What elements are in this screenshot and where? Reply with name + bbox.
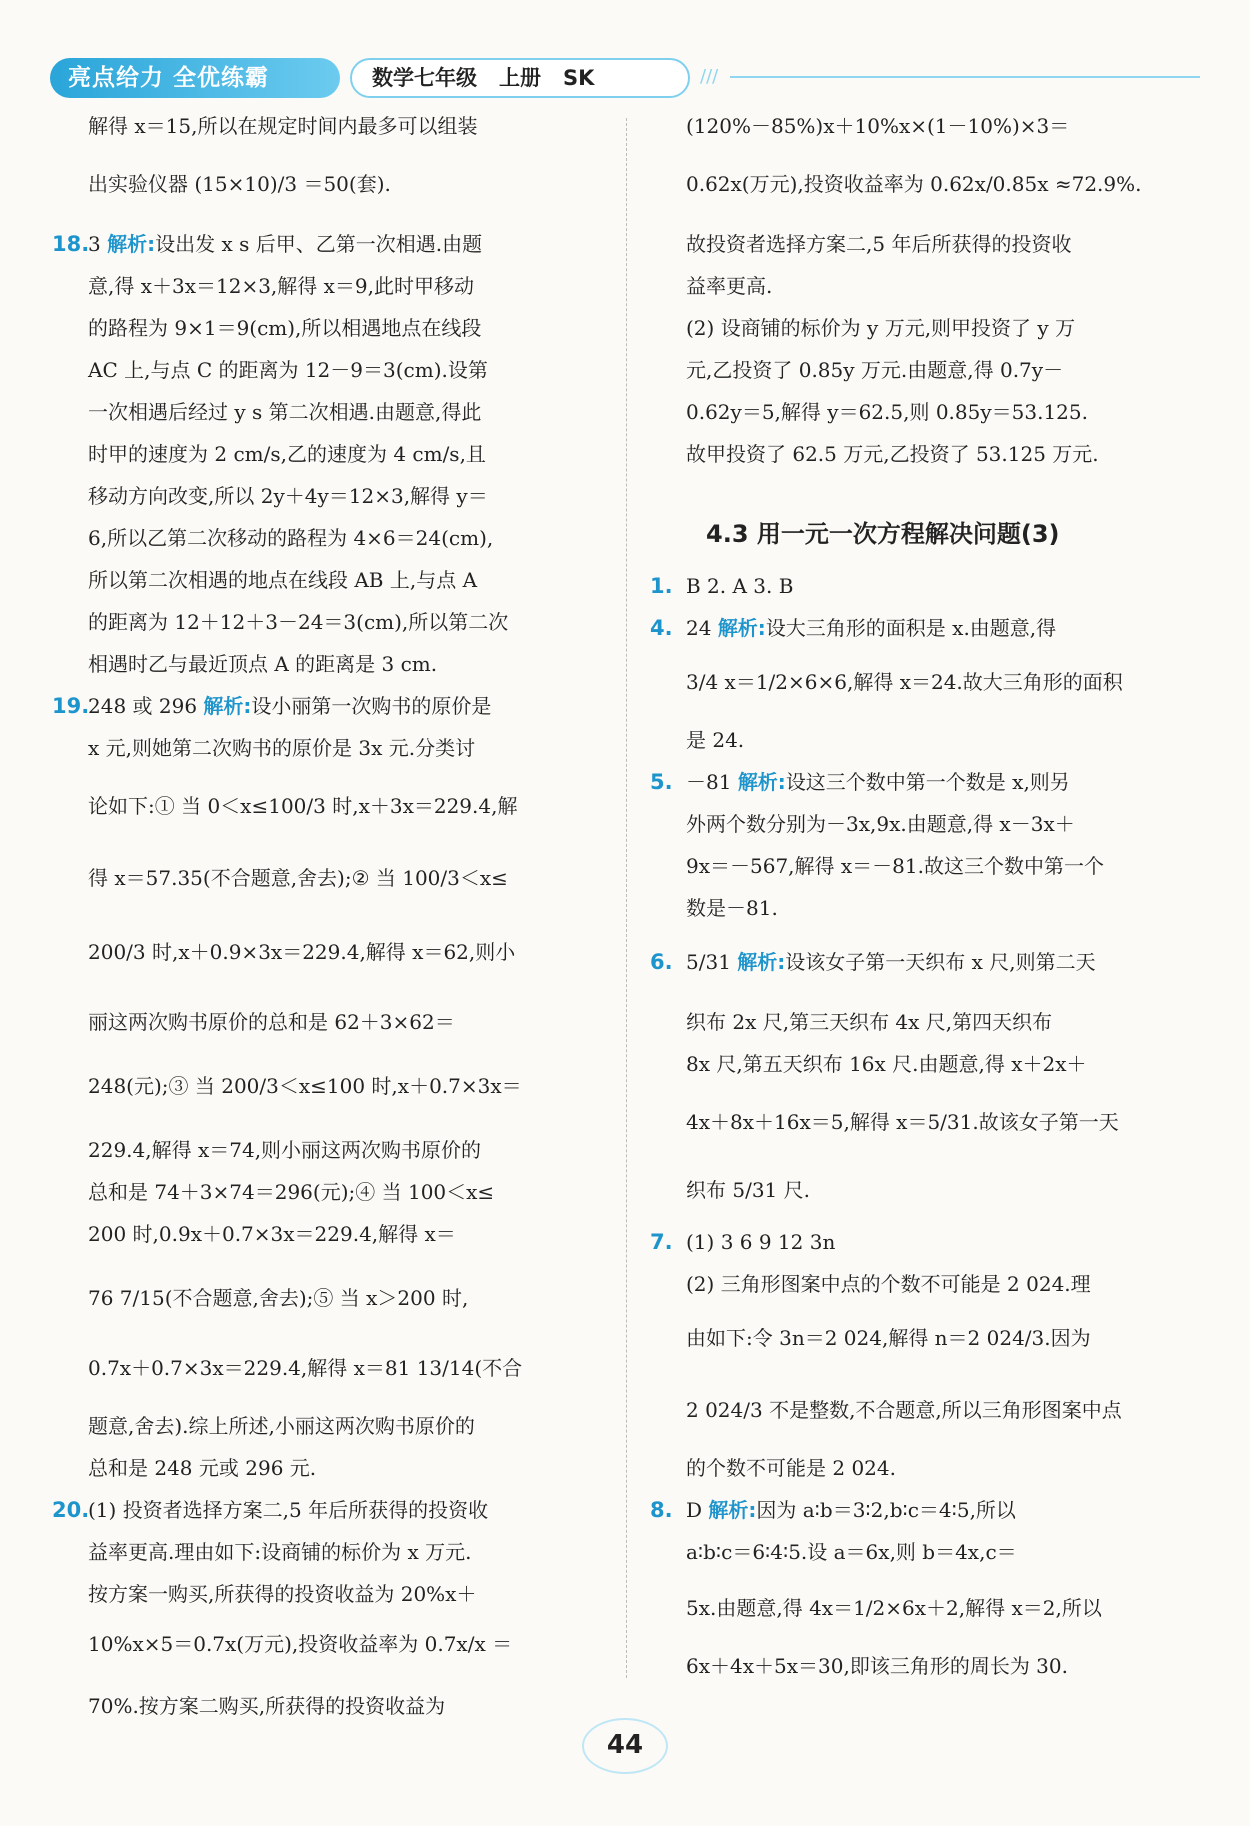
line-text: (1) 投资者选择方案二,5 年后所获得的投资收 <box>88 1498 489 1522</box>
line-text: (120%－85%)x＋10%x×(1－10%)×3＝ <box>686 114 1070 138</box>
line-text: B 2. A 3. B <box>686 574 794 598</box>
line-text: 丽这两次购书原价的总和是 62＋3×62＝ <box>88 1010 455 1034</box>
text-line <box>686 1396 1122 1424</box>
text-line <box>686 398 1088 426</box>
text-line <box>686 1176 810 1204</box>
line-text: 的距离为 12＋12＋3－24＝3(cm),所以第二次 <box>88 610 509 634</box>
question-number: 1. <box>650 574 673 598</box>
edition-label: SK <box>563 66 595 90</box>
text-line <box>88 356 488 384</box>
line-text: 5/31 解析:设该女子第一天织布 x 尺,则第二天 <box>686 950 1096 974</box>
text-line <box>650 948 1096 976</box>
line-text: 10%x×5＝0.7x(万元),投资收益率为 0.7x/x ＝ <box>88 1632 513 1656</box>
text-line <box>88 1454 316 1482</box>
analysis-label: 解析: <box>717 616 766 640</box>
text-line <box>88 1412 475 1440</box>
text-line <box>88 734 475 762</box>
line-text: 2 024/3 不是整数,不合题意,所以三角形图案中点 <box>686 1398 1122 1422</box>
text-line <box>88 1580 476 1608</box>
text-line <box>88 398 481 426</box>
line-text: 248 或 296 解析:设小丽第一次购书的原价是 <box>88 694 492 718</box>
text-line <box>88 1630 512 1658</box>
line-text: 出实验仪器 (15×10)/3 ＝50(套). <box>88 172 391 196</box>
question-number: 7. <box>650 1230 673 1254</box>
text-line <box>686 810 1075 838</box>
text-line <box>650 572 794 600</box>
line-text: 3 解析:设出发 x s 后甲、乙第一次相遇.由题 <box>88 232 483 256</box>
page-number: 44 <box>606 1730 644 1760</box>
text-line <box>686 1594 1102 1622</box>
line-text: 移动方向改变,所以 2y＋4y＝12×3,解得 y＝ <box>88 484 488 508</box>
text-line <box>686 1008 1052 1036</box>
line-text: 故甲投资了 62.5 万元,乙投资了 53.125 万元. <box>686 442 1099 466</box>
header-tick-decoration: /// <box>700 66 719 87</box>
text-line <box>650 1496 1016 1524</box>
line-text: 相遇时乙与最近顶点 A 的距离是 3 cm. <box>88 652 438 676</box>
line-text: 意,得 x＋3x＝12×3,解得 x＝9,此时甲移动 <box>88 274 475 298</box>
line-text: 200/3 时,x＋0.9×3x＝229.4,解得 x＝62,则小 <box>88 940 516 964</box>
question-number: 20. <box>52 1498 90 1522</box>
line-text: 8x 尺,第五天织布 16x 尺.由题意,得 x＋2x＋ <box>686 1052 1087 1076</box>
line-text: 0.62x(万元),投资收益率为 0.62x/0.85x ≈72.9%. <box>686 172 1142 196</box>
text-line <box>686 112 1069 140</box>
line-text: 益率更高.理由如下:设商铺的标价为 x 万元. <box>88 1540 472 1564</box>
text-line <box>88 1008 455 1036</box>
line-text: 外两个数分别为－3x,9x.由题意,得 x－3x＋ <box>686 812 1075 836</box>
text-line <box>88 170 391 198</box>
text-line <box>686 668 1123 696</box>
text-line <box>88 1220 456 1248</box>
text-line <box>88 1178 494 1206</box>
text-line <box>686 1050 1087 1078</box>
text-line <box>650 1228 836 1256</box>
text-line <box>88 1284 468 1312</box>
text-line <box>686 1324 1091 1352</box>
line-text: 76 7/15(不合题意,舍去);⑤ 当 x＞200 时, <box>88 1286 469 1310</box>
text-line <box>686 1538 1017 1566</box>
line-text: 的路程为 9×1＝9(cm),所以相遇地点在线段 <box>88 316 482 340</box>
text-line <box>88 314 481 342</box>
line-text: －81 解析:设这三个数中第一个数是 x,则另 <box>686 770 1070 794</box>
line-text: 5x.由题意,得 4x＝1/2×6x＋2,解得 x＝2,所以 <box>686 1596 1102 1620</box>
line-text: D 解析:因为 a∶b＝3∶2,b∶c＝4∶5,所以 <box>686 1498 1016 1522</box>
question-number: 18. <box>52 232 90 256</box>
line-text: 70%.按方案二购买,所获得的投资收益为 <box>88 1694 446 1718</box>
line-text: (2) 三角形图案中点的个数不可能是 2 024.理 <box>686 1272 1091 1296</box>
column-divider <box>626 118 627 1678</box>
line-text: 0.7x＋0.7×3x＝229.4,解得 x＝81 13/14(不合 <box>88 1356 523 1380</box>
text-line <box>686 230 1071 258</box>
line-text: AC 上,与点 C 的距离为 12－9＝3(cm).设第 <box>88 358 488 382</box>
text-line <box>686 1652 1068 1680</box>
text-line <box>686 272 772 300</box>
subject-label: 数学七年级 <box>372 66 477 90</box>
text-line <box>88 524 493 552</box>
text-line <box>52 1496 489 1524</box>
line-text: 解得 x＝15,所以在规定时间内最多可以组装 <box>88 114 478 138</box>
text-line <box>686 1454 896 1482</box>
line-text: 200 时,0.9x＋0.7×3x＝229.4,解得 x＝ <box>88 1222 456 1246</box>
line-text: 是 24. <box>686 728 745 752</box>
text-line <box>88 650 437 678</box>
analysis-label: 解析: <box>708 1498 757 1522</box>
line-text: 故投资者选择方案二,5 年后所获得的投资收 <box>686 232 1072 256</box>
question-number: 19. <box>52 694 90 718</box>
text-line <box>52 692 492 720</box>
line-text: 0.62y＝5,解得 y＝62.5,则 0.85y＝53.125. <box>686 400 1088 424</box>
text-line <box>88 938 515 966</box>
line-text: 248(元);③ 当 200/3＜x≤100 时,x＋0.7×3x＝ <box>88 1074 522 1098</box>
analysis-label: 解析: <box>107 232 156 256</box>
text-line <box>88 864 508 892</box>
text-line <box>686 440 1099 468</box>
series-badge: 亮点给力 全优练霸 <box>50 58 340 98</box>
line-text: 一次相遇后经过 y s 第二次相遇.由题意,得此 <box>88 400 482 424</box>
text-line <box>88 1354 522 1382</box>
line-text: 由如下:令 3n＝2 024,解得 n＝2 024/3.因为 <box>686 1326 1091 1350</box>
line-text: 题意,舍去).综上所述,小丽这两次购书原价的 <box>88 1414 475 1438</box>
line-text: 数是－81. <box>686 896 778 920</box>
line-text: 的个数不可能是 2 024. <box>686 1456 896 1480</box>
text-line <box>88 566 477 594</box>
page-header <box>50 52 1200 106</box>
line-text: 益率更高. <box>686 274 773 298</box>
line-text: (2) 设商铺的标价为 y 万元,则甲投资了 y 万 <box>686 316 1076 340</box>
text-line <box>88 482 488 510</box>
text-line <box>686 852 1104 880</box>
text-line <box>88 608 508 636</box>
text-line <box>686 1270 1091 1298</box>
text-line <box>686 170 1142 198</box>
line-text: 24 解析:设大三角形的面积是 x.由题意,得 <box>686 616 1057 640</box>
section-title: 4.3 用一元一次方程解决问题(3) <box>706 520 1060 548</box>
header-rule <box>730 76 1200 78</box>
line-text: 总和是 248 元或 296 元. <box>88 1456 317 1480</box>
line-text: a∶b∶c＝6∶4∶5.设 a＝6x,则 b＝4x,c＝ <box>686 1540 1017 1564</box>
text-line <box>88 1136 481 1164</box>
question-number: 6. <box>650 950 673 974</box>
line-text: 织布 5/31 尺. <box>686 1178 810 1202</box>
question-number: 8. <box>650 1498 673 1522</box>
line-text: 3/4 x＝1/2×6×6,解得 x＝24.故大三角形的面积 <box>686 670 1123 694</box>
line-text: 时甲的速度为 2 cm/s,乙的速度为 4 cm/s,且 <box>88 442 486 466</box>
line-text: 6,所以乙第二次移动的路程为 4×6＝24(cm), <box>88 526 494 550</box>
text-line <box>88 112 477 140</box>
text-line <box>88 1692 445 1720</box>
analysis-label: 解析: <box>737 950 786 974</box>
volume-label: 上册 <box>499 66 541 90</box>
text-line <box>686 726 744 754</box>
text-line <box>650 768 1070 796</box>
line-text: 按方案一购买,所获得的投资收益为 20%x＋ <box>88 1582 477 1606</box>
text-line <box>88 272 474 300</box>
text-line <box>650 614 1057 642</box>
line-text: 4x＋8x＋16x＝5,解得 x＝5/31.故该女子第一天 <box>686 1110 1119 1134</box>
line-text: 9x＝－567,解得 x＝－81.故这三个数中第一个 <box>686 854 1104 878</box>
text-line <box>686 356 1063 384</box>
line-text: 织布 2x 尺,第三天织布 4x 尺,第四天织布 <box>686 1010 1053 1034</box>
line-text: 229.4,解得 x＝74,则小丽这两次购书原价的 <box>88 1138 482 1162</box>
analysis-label: 解析: <box>737 770 786 794</box>
text-line <box>686 1108 1119 1136</box>
line-text: 得 x＝57.35(不合题意,舍去);② 当 100/3＜x≤ <box>88 866 508 890</box>
text-line <box>88 1072 522 1100</box>
text-line <box>88 1538 471 1566</box>
text-line <box>88 440 486 468</box>
line-text: 元,乙投资了 0.85y 万元.由题意,得 0.7y－ <box>686 358 1064 382</box>
line-text: 总和是 74＋3×74＝296(元);④ 当 100＜x≤ <box>88 1180 495 1204</box>
line-text: 所以第二次相遇的地点在线段 AB 上,与点 A <box>88 568 478 592</box>
line-text: 6x＋4x＋5x＝30,即该三角形的周长为 30. <box>686 1654 1068 1678</box>
text-line <box>52 230 483 258</box>
question-number: 5. <box>650 770 673 794</box>
text-line <box>88 792 517 820</box>
line-text: (1) 3 6 9 12 3n <box>686 1230 836 1254</box>
text-line <box>686 314 1075 342</box>
analysis-label: 解析: <box>203 694 252 718</box>
text-line <box>686 894 778 922</box>
book-info <box>350 58 690 98</box>
question-number: 4. <box>650 616 673 640</box>
line-text: x 元,则她第二次购书的原价是 3x 元.分类讨 <box>88 736 476 760</box>
line-text: 论如下:① 当 0＜x≤100/3 时,x＋3x＝229.4,解 <box>88 794 518 818</box>
